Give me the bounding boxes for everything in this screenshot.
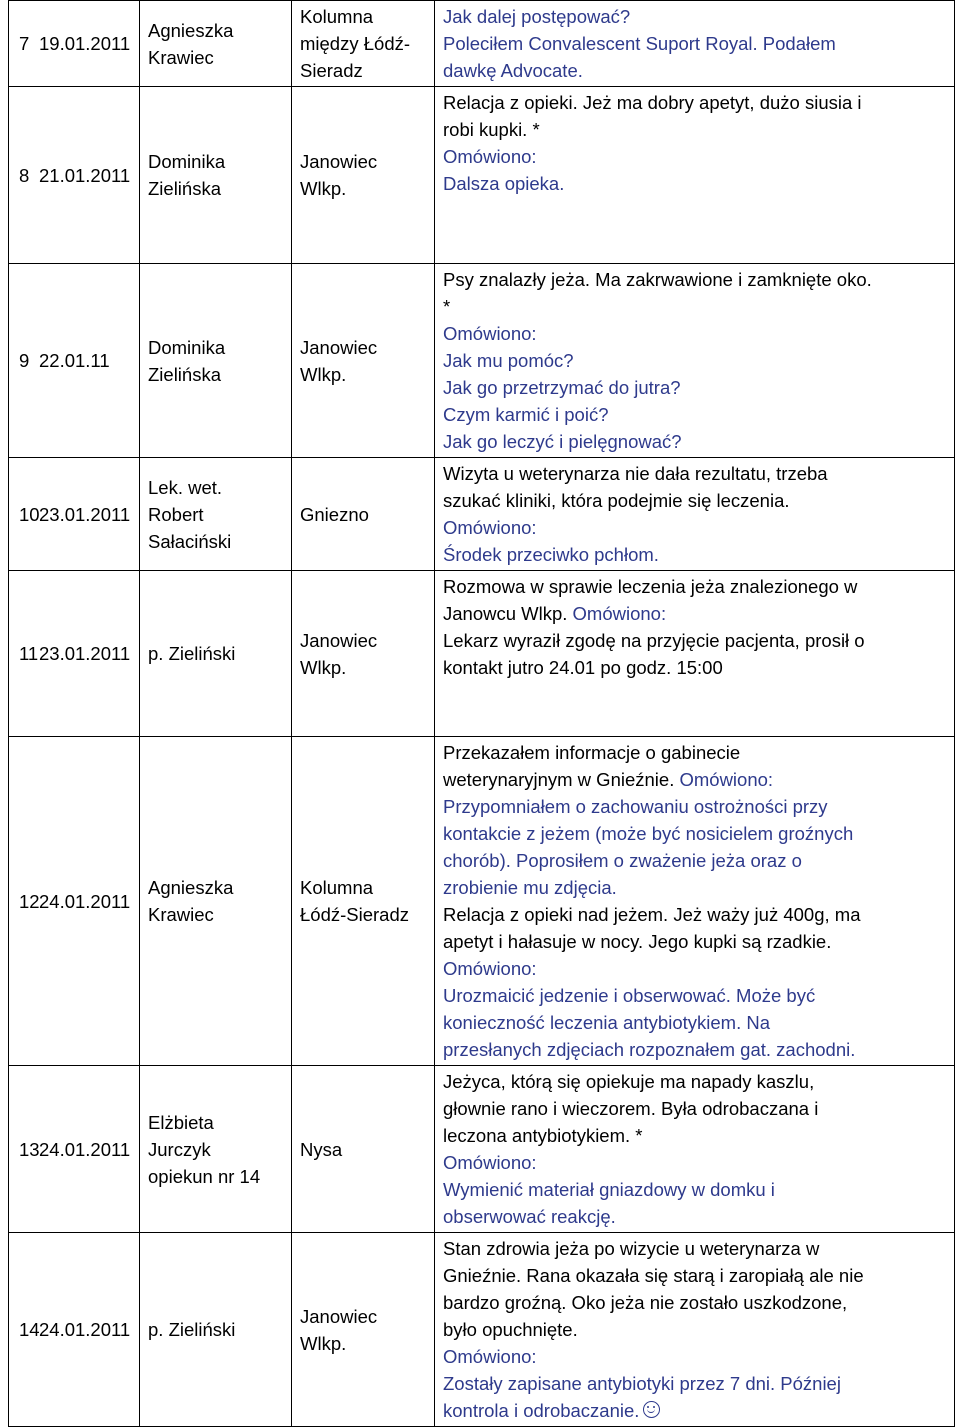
contact-person-line: Zielińska [148, 178, 221, 199]
contact-person-line: Elżbieta [148, 1111, 214, 1133]
description-text: Urozmaicić jedzenie i obserwować. Może być [443, 985, 816, 1006]
entry-date-text: 21.01.2011 [39, 164, 131, 186]
description-text: Omówiono: [443, 1152, 537, 1173]
table-row [9, 1066, 955, 1233]
description-text: Jak go leczyć i pielęgnować? [443, 431, 682, 452]
description-line [443, 1036, 946, 1063]
contact-person [140, 458, 292, 571]
description-text: Przekazałem informacje o gabinecie [443, 742, 741, 763]
entry-date-text: 23.01.2011 [39, 503, 131, 525]
description-text: obserwować reakcję. [443, 1206, 616, 1227]
contact-person-line: Krawiec [148, 46, 214, 68]
entry-number-text: 12 [19, 890, 40, 912]
description-line [443, 1068, 946, 1095]
description-line [443, 1343, 946, 1370]
description-line [443, 982, 946, 1009]
contact-person-line: Sałaciński [148, 530, 232, 552]
description-line [443, 143, 946, 170]
entry-number [9, 571, 39, 737]
description-text: Jak go przetrzymać do jutra? [443, 377, 681, 398]
description-line [443, 30, 946, 57]
location-line: Sieradz [300, 60, 363, 81]
description-line [443, 928, 946, 955]
description-line [443, 487, 946, 514]
table-row [9, 87, 955, 264]
location-line: Nysa [300, 1138, 343, 1160]
entry-number [9, 1066, 40, 1233]
description-line [443, 600, 946, 627]
description-line [443, 266, 946, 293]
entry-number-text: 7 [19, 33, 30, 54]
description-text: robi kupki. * [443, 119, 540, 140]
location-line: Wlkp. [300, 363, 347, 385]
table-row [9, 458, 955, 571]
entry-number [9, 1233, 40, 1427]
entry-number [9, 458, 40, 571]
description-line [443, 901, 946, 928]
entry-number-text: 13 [19, 1138, 40, 1160]
location-line: Gniezno [300, 503, 369, 525]
description [435, 458, 955, 571]
description-line [443, 1095, 946, 1122]
description-text: Jak mu pomóc? [443, 350, 574, 371]
contact-person-line: Dominika [148, 151, 226, 172]
description-line [443, 1370, 946, 1397]
location-line: Kolumna [300, 877, 374, 898]
entry-date [35, 571, 140, 737]
description-line [443, 1203, 946, 1230]
entry-date [35, 1066, 140, 1233]
description-line [443, 541, 946, 568]
location-line: Łódź-Sieradz [300, 904, 410, 925]
description-text: szukać kliniki, która podejmie się leczenia. [443, 490, 790, 511]
description-text: Dalsza opieka. [443, 173, 565, 194]
contact-person [140, 264, 292, 458]
entry-date-text: 19.01.2011 [39, 33, 131, 54]
description-text: Przypomniałem o zachowaniu ostrożności przy [443, 796, 828, 817]
contact-person-line: Zielińska [148, 363, 221, 385]
entry-date [35, 1, 140, 87]
description-line [443, 874, 946, 901]
description-text: dawkę Advocate. [443, 60, 583, 81]
description-text: leczona antybiotykiem. * [443, 1125, 643, 1146]
smiley-icon [643, 1401, 660, 1418]
description-line [443, 627, 946, 654]
description-text: Omówiono: [443, 146, 537, 167]
description-line [443, 1316, 946, 1343]
location-line: Janowiec [300, 151, 378, 172]
description [435, 571, 955, 737]
entry-date [35, 87, 140, 264]
entry-date-text: 24.01.2011 [39, 890, 131, 912]
location [292, 1, 435, 87]
description-line [443, 955, 946, 982]
description-line [443, 654, 946, 681]
description-line [443, 401, 946, 428]
description-line [443, 1149, 946, 1176]
location [292, 1066, 435, 1233]
description-text: Gnieźnie. Rana okazała się starą i zaropiałą ale nie [443, 1265, 864, 1286]
entry-date-text: 23.01.2011 [39, 643, 131, 664]
description-line [443, 57, 946, 84]
contact-person-line: Krawiec [148, 904, 214, 925]
entry-date-text: 24.01.2011 [39, 1319, 131, 1340]
description-text: Wymienić materiał gniazdowy w domku i [443, 1179, 775, 1200]
description-line [443, 1262, 946, 1289]
location-line: Janowiec [300, 1305, 378, 1327]
description-line [443, 793, 946, 820]
description-text: Poleciłem Convalescent Suport Royal. Podałem [443, 33, 836, 54]
description-line [443, 320, 946, 347]
contact-person [140, 1, 292, 87]
discussed-label: Omówiono: [679, 769, 774, 790]
description-text: weterynaryjnym w Gnieźnie. [443, 769, 680, 790]
location-line: Wlkp. [300, 656, 347, 678]
description [435, 1066, 955, 1233]
description [435, 264, 955, 458]
location-line: Kolumna [300, 6, 374, 27]
contact-person-line: p. Zieliński [148, 643, 236, 664]
description-text: Janowcu Wlkp. [443, 603, 573, 624]
entry-date [35, 737, 140, 1066]
description-line [443, 1397, 946, 1424]
location [292, 264, 435, 458]
description-line [443, 89, 946, 116]
description-text: Relacja z opieki. Jeż ma dobry apetyt, dużo siusia i [443, 92, 862, 113]
contact-person-line: opiekun nr 14 [148, 1165, 261, 1187]
description-line [443, 347, 946, 374]
table-row [9, 264, 955, 458]
contact-person [140, 1066, 292, 1233]
contact-person [140, 737, 292, 1066]
description-text: Czym karmić i poić? [443, 404, 609, 425]
location-line: Wlkp. [300, 178, 347, 199]
description-text: Lekarz wyraził zgodę na przyjęcie pacjenta, prosił o [443, 630, 865, 651]
description-text: Rozmowa w sprawie leczenia jeża znalezionego w [443, 576, 858, 597]
description-text: kontrola i odrobaczanie. [443, 1400, 640, 1421]
location-line: Wlkp. [300, 1332, 347, 1354]
location [292, 87, 435, 264]
description-line [443, 170, 946, 197]
description-text: Psy znalazły jeża. Ma zakrwawione i zamknięte oko. [443, 269, 872, 290]
description-line [443, 739, 946, 766]
entry-number [9, 1, 36, 87]
description-text: było opuchnięte. [443, 1319, 578, 1340]
description-line [443, 847, 946, 874]
table-row [9, 571, 955, 737]
discussed-label: Omówiono: [572, 603, 667, 624]
description [435, 1, 955, 87]
description-text: Omówiono: [443, 958, 537, 979]
description [435, 1233, 955, 1427]
entry-number [9, 87, 36, 264]
description-line [443, 3, 946, 30]
description-text: zrobienie mu zdjęcia. [443, 877, 617, 898]
location [292, 737, 435, 1066]
location [292, 458, 435, 571]
description-text: chorób). Poprosiłem o zważenie jeża oraz o [443, 850, 802, 871]
description-text: apetyt i hałasuje w nocy. Jego kupki są rzadkie. [443, 931, 832, 952]
contact-person [140, 87, 292, 264]
contact-person-line: Jurczyk [148, 1138, 211, 1160]
contact-person-line: Dominika [148, 336, 226, 358]
location [292, 1233, 435, 1427]
entry-date-text: 22.01.11 [39, 350, 110, 371]
entry-date [35, 1233, 140, 1427]
contact-person-line: p. Zieliński [148, 1319, 236, 1340]
entry-number-text: 10 [19, 503, 40, 525]
entry-date-text: 24.01.2011 [39, 1138, 131, 1160]
entry-number-text: 14 [19, 1319, 40, 1340]
consultation-log-table [8, 0, 955, 1427]
description-text: Omówiono: [443, 323, 537, 344]
description-line [443, 116, 946, 143]
description-text: Jeżyca, którą się opiekuje ma napady kaszlu, [443, 1071, 815, 1092]
description-line [443, 1009, 946, 1036]
contact-person [140, 571, 292, 737]
description-line [443, 1122, 946, 1149]
description-line [443, 293, 946, 320]
description-line [443, 374, 946, 401]
description-line [443, 460, 946, 487]
contact-person-line: Lek. wet. [148, 476, 223, 498]
contact-person-line: Agnieszka [148, 19, 234, 41]
description [435, 737, 955, 1066]
description-text: Omówiono: [443, 1346, 537, 1367]
description-text: Relacja z opieki nad jeżem. Jeż waży już 400g, ma [443, 904, 861, 925]
location-line: Janowiec [300, 336, 378, 358]
description-line [443, 766, 946, 793]
location-line: Janowiec [300, 629, 378, 651]
entry-number-text: 11 [19, 643, 39, 664]
description-text: Wizyta u weterynarza nie dała rezultatu, trzeba [443, 463, 828, 484]
entry-number [9, 264, 36, 458]
entry-number-text: 8 [19, 164, 30, 186]
description-line [443, 1289, 946, 1316]
description-line [443, 820, 946, 847]
description-text: Środek przeciwko pchłom. [443, 544, 659, 565]
description [435, 87, 955, 264]
description-text: głownie rano i wieczorem. Była odrobaczana i [443, 1098, 819, 1119]
description-text: Omówiono: [443, 517, 537, 538]
description-text: kontakt jutro 24.01 po godz. 15:00 [443, 657, 723, 678]
description-line [443, 514, 946, 541]
description-text: bardzo groźną. Oko jeża nie zostało uszkodzone, [443, 1292, 848, 1313]
description-line [443, 573, 946, 600]
description-text: Stan zdrowia jeża po wizycie u weterynarza w [443, 1238, 820, 1259]
description-line [443, 428, 946, 455]
description-line [443, 1176, 946, 1203]
location-line: między Łódź- [300, 33, 411, 54]
description-text: Zostały zapisane antybiotyki przez 7 dni. Później [443, 1373, 841, 1394]
entry-number [9, 737, 40, 1066]
description-text: przesłanych zdjęciach rozpoznałem gat. zachodni. [443, 1039, 856, 1060]
contact-person [140, 1233, 292, 1427]
description-text: kontakcie z jeżem (może być nosicielem groźnych [443, 823, 854, 844]
table-row [9, 737, 955, 1066]
description-text: * [443, 296, 451, 317]
contact-person-line: Agnieszka [148, 877, 234, 898]
location [292, 571, 435, 737]
entry-date [35, 458, 140, 571]
description-text: Jak dalej postępować? [443, 6, 631, 27]
contact-person-line: Robert [148, 503, 204, 525]
table-row [9, 1233, 955, 1427]
table-row [9, 1, 955, 87]
entry-date [35, 264, 140, 458]
entry-number-text: 9 [19, 350, 30, 371]
description-text: konieczność leczenia antybiotykiem. Na [443, 1012, 770, 1033]
description-line [443, 1235, 946, 1262]
